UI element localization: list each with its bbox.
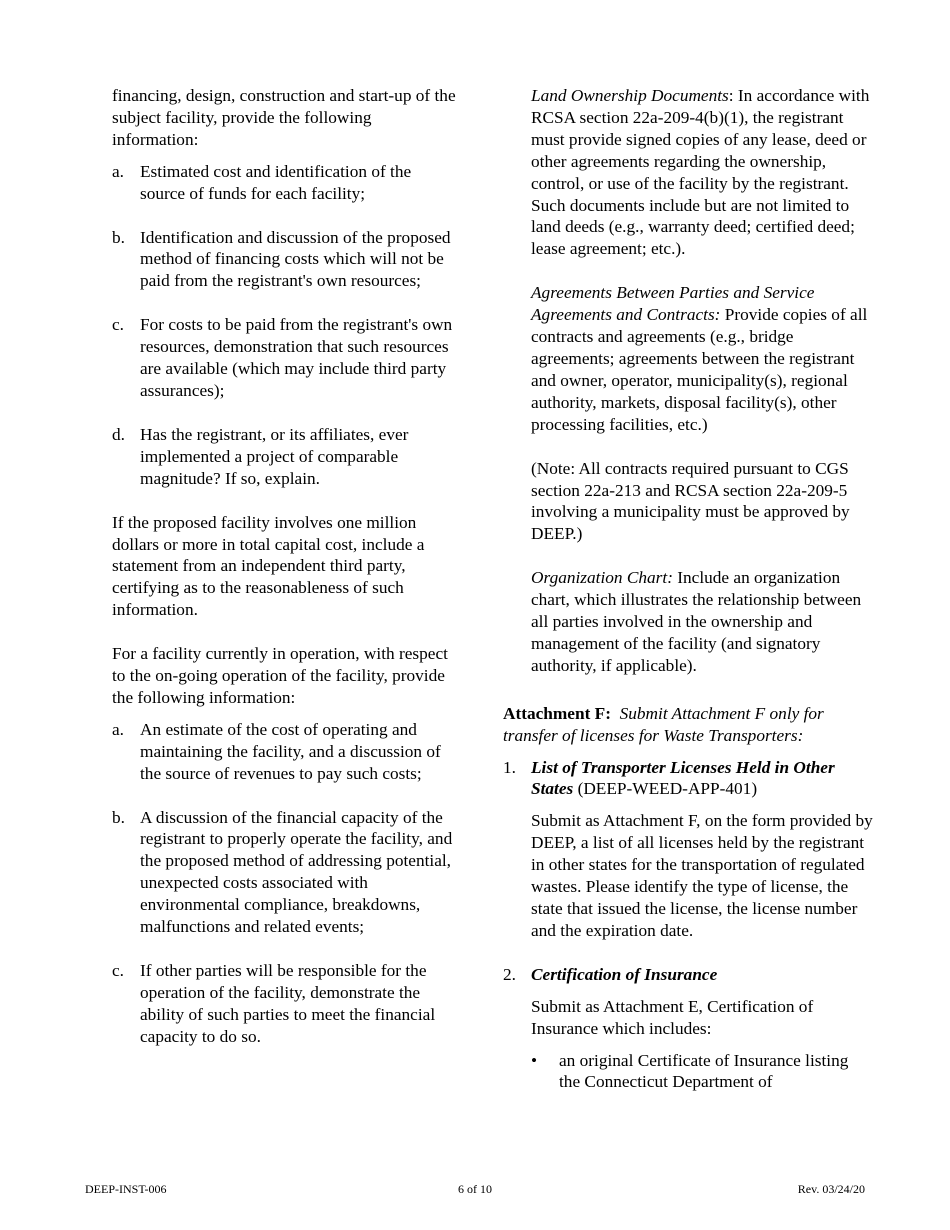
list-item-text: Identification and discussion of the proposed method of financing costs which will not be paid from the registrant's own resources; bbox=[140, 227, 451, 291]
attachment-f-text: Submit Attachment F only for transfer of licenses for Waste Transporters: bbox=[503, 703, 824, 745]
agreements-paragraph bbox=[503, 282, 873, 435]
intro-paragraph: financing, design, construction and start-up of the subject facility, provide the following information: bbox=[112, 86, 456, 149]
organization-chart-paragraph bbox=[503, 567, 873, 677]
document-id: DEEP-INST-006 bbox=[85, 1182, 167, 1196]
left-column bbox=[112, 85, 457, 1048]
bullet-item bbox=[503, 1050, 873, 1094]
list-item-text: Estimated cost and identification of the source of funds for each facility; bbox=[140, 161, 412, 203]
list-item-text: A discussion of the financial capacity of the registrant to properly operate the facility, and the proposed method of addressing potential, unexpected costs associated with environmental compliance, breakdowns, malfunctions and related events; bbox=[140, 807, 453, 937]
list-item-label: 2. bbox=[503, 964, 516, 984]
million-dollar-paragraph: If the proposed facility involves one million dollars or more in total capital cost, include a statement from an independent third party, certifying as to the reasonableness of such information. bbox=[112, 512, 425, 620]
item-2-body: Submit as Attachment E, Certification of Insurance which includes: bbox=[531, 996, 814, 1038]
attachment-f-heading bbox=[503, 703, 873, 747]
item-1-code: (DEEP-WEED-APP-401) bbox=[573, 779, 758, 799]
list-item-label: d. bbox=[112, 424, 125, 444]
attachment-f-item-2 bbox=[503, 964, 873, 986]
item-1-body: Submit as Attachment F, on the form provided by DEEP, a list of all licenses held by the registrant in other states for the transportation of regulated wastes. Please identify the type of license, the state that issued the license, the license number and the expiration date. bbox=[531, 811, 873, 940]
list-item bbox=[112, 424, 457, 490]
financing-list bbox=[112, 161, 457, 490]
operation-list bbox=[112, 719, 457, 1048]
list-item-label: b. bbox=[112, 227, 125, 247]
organization-chart-text: Include an organization chart, which illustrates the relationship between all parties involved in the ownership and management of the facility (and signatory authority, if applicable). bbox=[531, 568, 862, 675]
page-footer bbox=[85, 1182, 865, 1198]
organization-chart-title: Organization Chart: bbox=[531, 568, 673, 588]
list-item bbox=[112, 719, 457, 785]
list-item bbox=[112, 161, 457, 205]
list-item-text: If other parties will be responsible for the operation of the facility, demonstrate the ability of such parties to meet the financial capacity to do so. bbox=[140, 961, 436, 1046]
list-item-label: a. bbox=[112, 161, 124, 181]
list-item-label: b. bbox=[112, 807, 125, 827]
page-number: 6 of 10 bbox=[458, 1182, 492, 1196]
agreements-title: Agreements Between Parties and Service Agreements and Contracts: bbox=[531, 283, 815, 325]
operation-paragraph: For a facility currently in operation, with respect to the on-going operation of the facility, provide the following information: bbox=[112, 644, 448, 707]
list-item-text: For costs to be paid from the registrant's own resources, demonstration that such resources are available (which may include third party assurances); bbox=[140, 315, 453, 400]
list-item bbox=[112, 314, 457, 402]
item-1-title: List of Transporter Licenses Held in Other States bbox=[531, 757, 835, 799]
land-ownership-title: Land Ownership Documents bbox=[531, 86, 729, 105]
list-item-text: An estimate of the cost of operating and maintaining the facility, and a discussion of the source of revenues to pay such costs; bbox=[140, 719, 441, 783]
list-item bbox=[112, 960, 457, 1048]
list-item-text: Has the registrant, or its affiliates, ever implemented a project of comparable magnitude? If so, explain. bbox=[140, 424, 409, 488]
revision-date: Rev. 03/24/20 bbox=[797, 1182, 865, 1196]
list-item-label: 1. bbox=[503, 757, 516, 777]
right-column bbox=[503, 85, 873, 1093]
item-2-title: Certification of Insurance bbox=[531, 964, 718, 984]
list-item-label: c. bbox=[112, 961, 124, 980]
list-item bbox=[112, 807, 457, 938]
list-item bbox=[112, 227, 457, 293]
list-item-label: c. bbox=[112, 315, 124, 335]
land-ownership-text: : In accordance with RCSA section 22a-209-4(b)(1), the registrant must provide signed copies of any lease, deed or other agreements regarding the ownership, control, or use of the facility by the registrant. Such documents include but are not limited to land deeds (e.g., warranty deed; certified deed; lease agreement; etc.). bbox=[531, 86, 870, 259]
bullet-text: an original Certificate of Insurance listing the Connecticut Department of bbox=[559, 1050, 849, 1092]
attachment-f-item-1 bbox=[503, 757, 873, 801]
contracts-note: (Note: All contracts required pursuant to CGS section 22a-213 and RCSA section 22a-209-5 involving a municipality must be approved by DEEP.) bbox=[531, 458, 850, 544]
bullet-icon: • bbox=[531, 1050, 538, 1070]
list-item-label: a. bbox=[112, 719, 124, 739]
land-ownership-paragraph bbox=[503, 85, 873, 260]
agreements-text: Provide copies of all contracts and agreements (e.g., bridge agreements; agreements between the registrant and owner, operator, municipality(s), regional authority, markets, disposal facility(s), other processing facilities, etc.) bbox=[531, 305, 868, 434]
attachment-f-label: Attachment F: bbox=[503, 703, 611, 723]
